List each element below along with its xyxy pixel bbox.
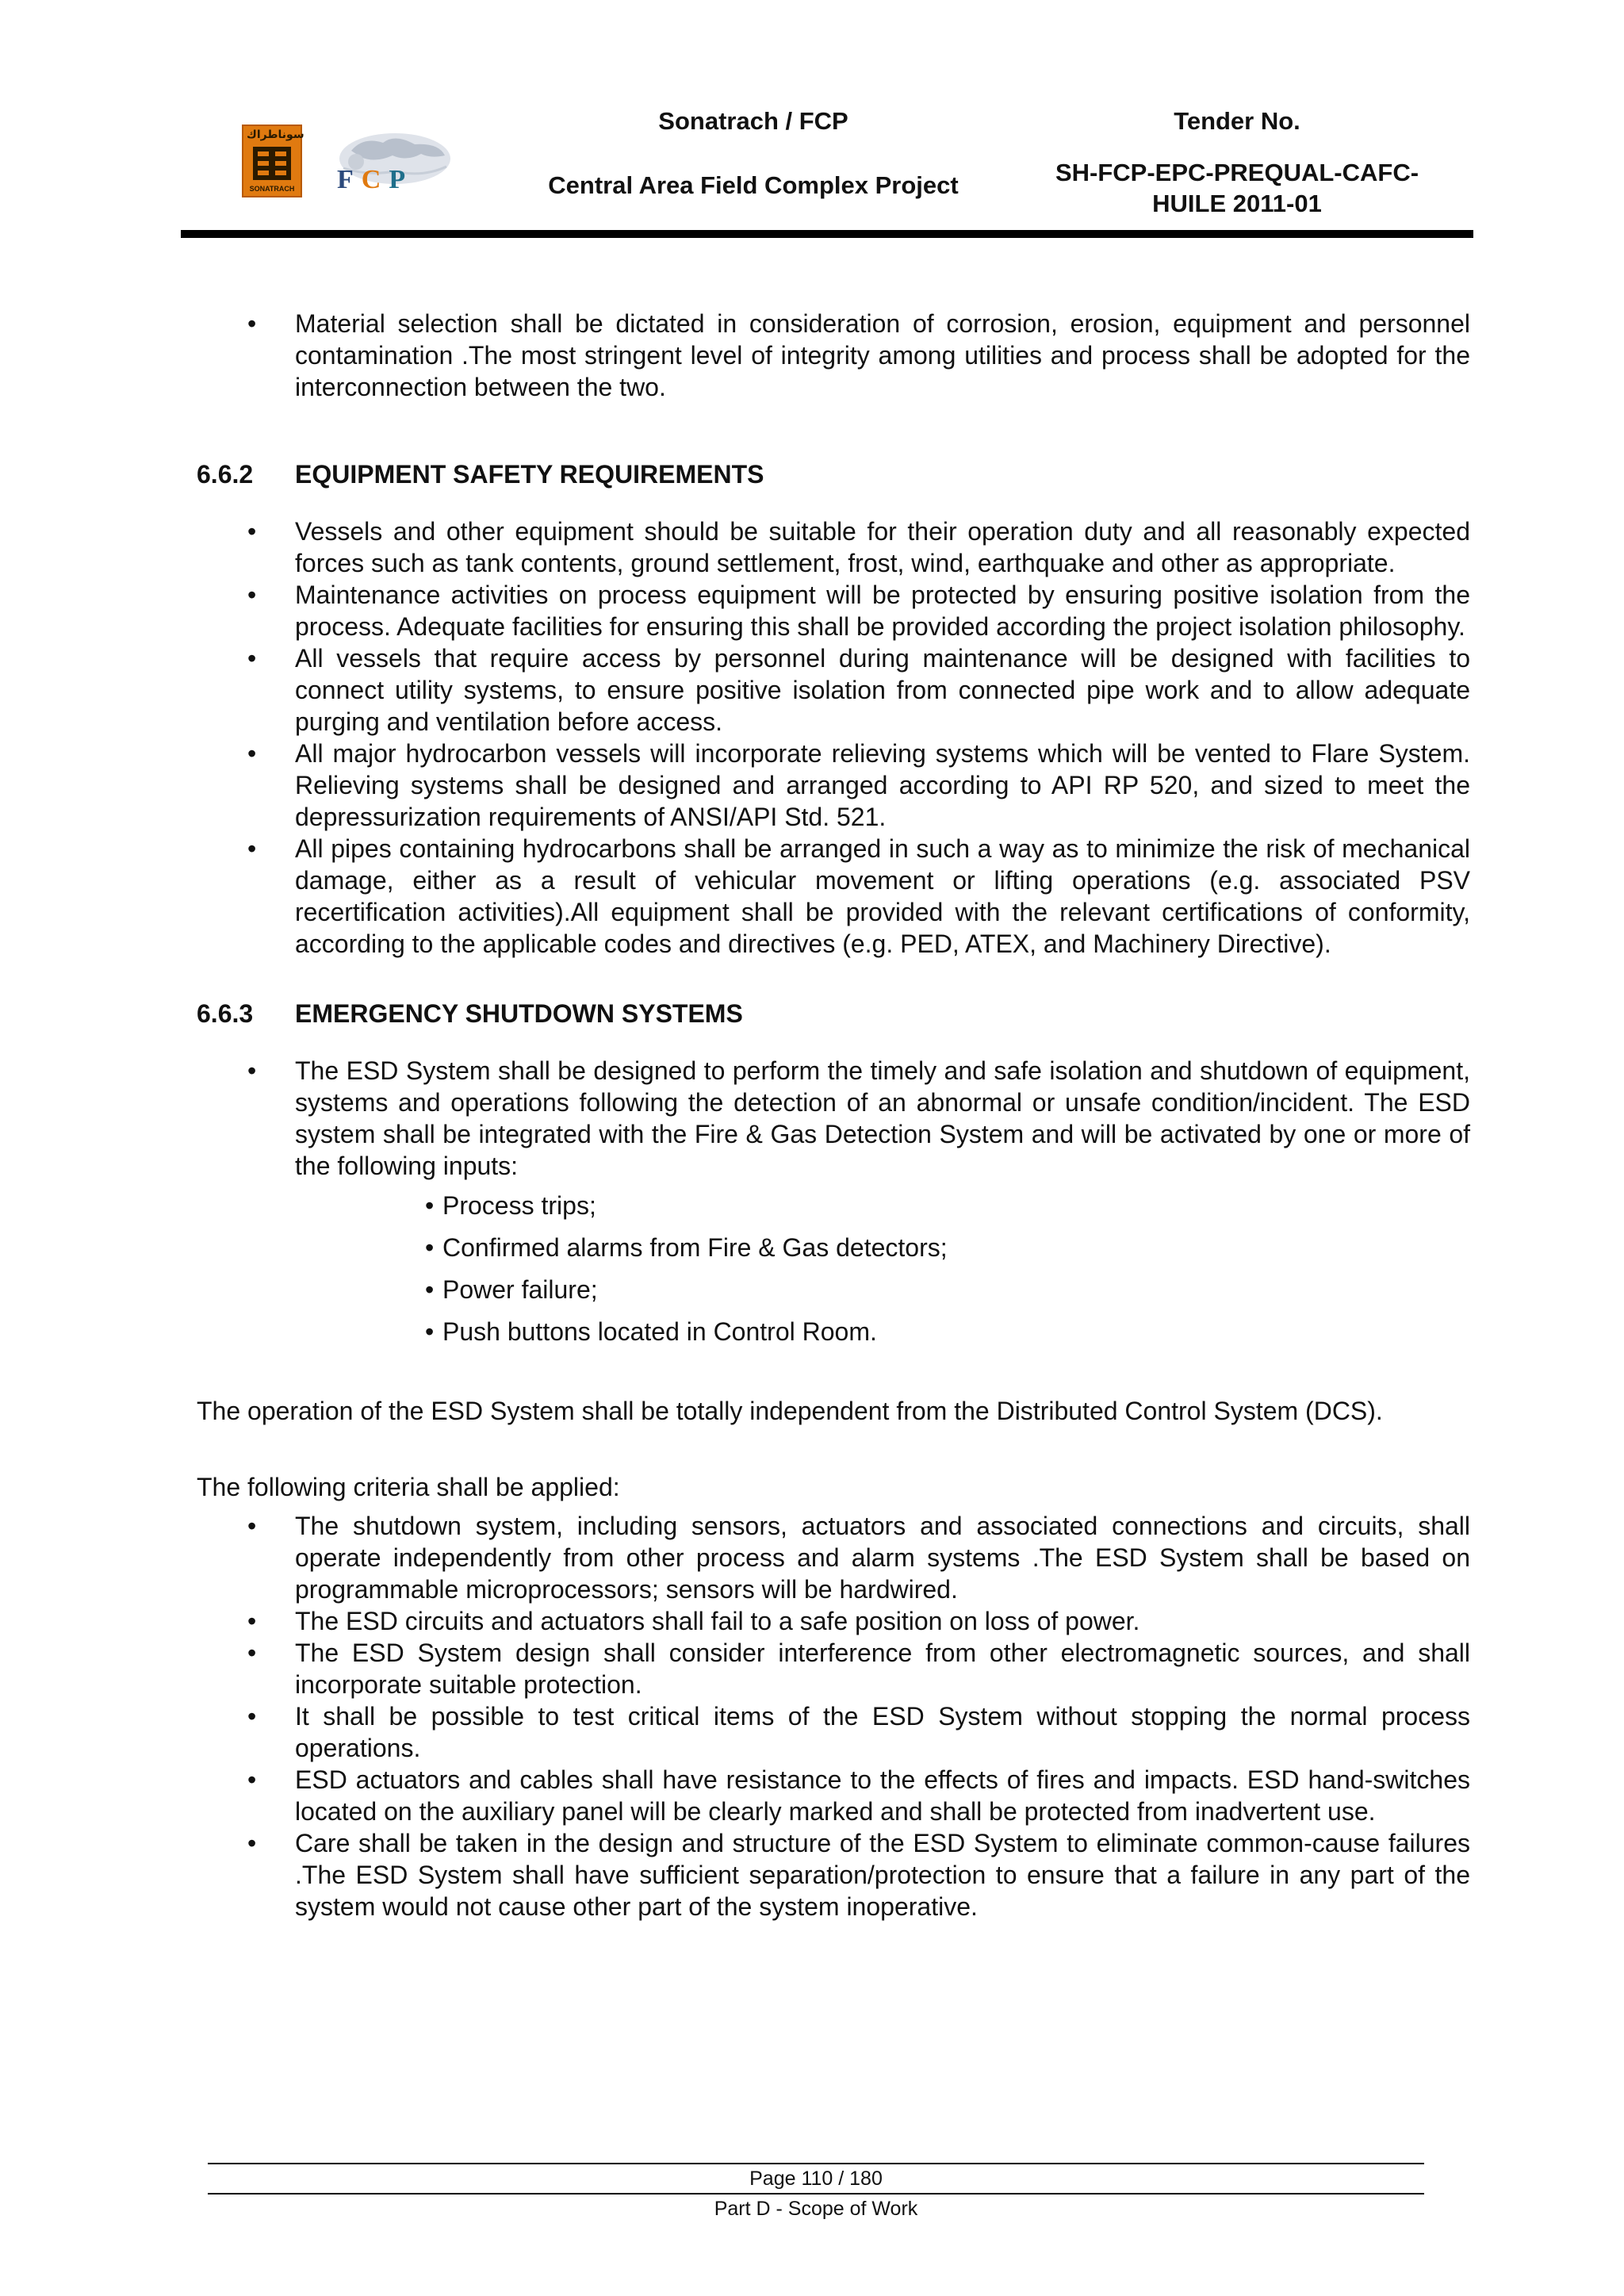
bullet-icon: • <box>247 834 257 863</box>
header-tender-number: SH-FCP-EPC-PREQUAL-CAFC-HUILE 2011-01 <box>1055 159 1419 217</box>
bullet-icon: • <box>247 1829 257 1857</box>
list-item: • All vessels that require access by personnel during maintenance will be designed with facilities to connect utility systems, to ensure positive isolation from connected pipe work and to allow adequate purging and ventilation before access. <box>247 644 1470 736</box>
bullet-icon: • <box>247 309 257 338</box>
list-item: • All major hydrocarbon vessels will incorporate relieving systems which will be vented to Flare System. Relieving systems shall be designed and arranged according to API RP 520, and sized to meet the depressurization requirements of ANSI/API Std. 521. <box>247 739 1470 831</box>
list-item: • Vessels and other equipment should be suitable for their operation duty and all reasonably expected forces such as tank contents, ground settlement, frost, wind, earthquake and other as appropriate. <box>247 517 1470 577</box>
header-company: Sonatrach / FCP <box>658 107 848 135</box>
section-heading-6-6-3: 6.6.3 EMERGENCY SHUTDOWN SYSTEMS <box>197 999 743 1028</box>
bullet-icon: • <box>247 517 257 546</box>
header-project: Central Area Field Complex Project <box>548 171 959 199</box>
sonatrach-mark-icon <box>251 145 293 182</box>
bullet-icon: • <box>425 1317 435 1346</box>
footer-part-label: Part D - Scope of Work <box>714 2198 918 2220</box>
fcp-logo-text <box>337 165 413 195</box>
list-item: • Maintenance activities on process equipment will be protected by ensuring positive isolation from the process. Adequate facilities for ensuring this shall be provided according the project isolation philosophy. <box>247 581 1470 641</box>
list-item: • Care shall be taken in the design and structure of the ESD System to eliminate common-cause failures .The ESD System shall have sufficient separation/protection to ensure that a failure in any part of the system would not cause other part of the system inoperative. <box>247 1829 1470 1921</box>
esd-bullet-list <box>197 1055 1470 1182</box>
equipment-safety-list <box>197 516 1470 960</box>
list-item: • It shall be possible to test critical items of the ESD System without stopping the normal process operations. <box>247 1702 1470 1762</box>
esd-criteria-list <box>197 1510 1470 1922</box>
fcp-letter-c: C <box>361 165 389 194</box>
fcp-logo <box>320 127 454 198</box>
header-tender-label: Tender No. <box>1174 107 1300 135</box>
list-item: • The shutdown system, including sensors, actuators and associated connections and circuits, shall operate independently from other process and alarm systems .The ESD System shall be based on programmable microprocessors; sensors will be hardwired. <box>247 1512 1470 1604</box>
list-item: • Push buttons located in Control Room. <box>197 1311 1470 1353</box>
bullet-icon: • <box>247 644 257 673</box>
list-item: • Power failure; <box>197 1269 1470 1311</box>
criteria-intro: The following criteria shall be applied: <box>197 1473 620 1501</box>
list-item: • The ESD System design shall consider interference from other electromagnetic sources, and shall incorporate suitable protection. <box>247 1639 1470 1699</box>
list-item: • All pipes containing hydrocarbons shall be arranged in such a way as to minimize the risk of mechanical damage, either as a result of vehicular movement or lifting operations (e.g. associated PSV recertification activities).All equipment shall be provided with the relevant certifications of conformity, according to the applicable codes and directives (e.g. PED, ATEX, and Machinery Directive). <box>247 834 1470 958</box>
bullet-icon: • <box>247 739 257 768</box>
esd-independence-paragraph: The operation of the ESD System shall be totally independent from the Distributed Control System (DCS). <box>197 1397 1383 1425</box>
header-logos <box>242 123 456 202</box>
list-item: • ESD actuators and cables shall have resistance to the effects of fires and impacts. ESD hand-switches located on the auxiliary panel will be clearly marked and shall be protected from inadvertent use. <box>247 1765 1470 1826</box>
bullet-icon: • <box>247 1512 257 1540</box>
sonatrach-logo <box>242 125 302 197</box>
fcp-letter-f: F <box>337 165 362 194</box>
list-item: • Material selection shall be dictated in consideration of corrosion, erosion, equipment and personnel contamination .The most stringent level of integrity among utilities and process shall be adopted for the interconnection between the two. <box>247 309 1470 401</box>
sonatrach-logo-arabic: سوناطراك <box>247 128 304 141</box>
header-divider <box>181 230 1473 238</box>
bullet-icon: • <box>247 1702 257 1731</box>
footer-divider-top <box>208 2163 1424 2164</box>
bullet-icon: • <box>425 1233 435 1262</box>
footer-divider-bottom <box>208 2193 1424 2194</box>
sonatrach-logo-caption: SONATRACH <box>249 185 295 193</box>
bullet-icon: • <box>247 1056 257 1085</box>
list-item: • The ESD System shall be designed to perform the timely and safe isolation and shutdown of equipment, systems and operations following the detection of an abnormal or unsafe condition/incident. The ESD system shall be integrated with the Fire & Gas Detection System and will be activated by one or more of the following inputs: <box>247 1056 1470 1180</box>
list-item: • Confirmed alarms from Fire & Gas detectors; <box>197 1227 1470 1269</box>
bullet-icon: • <box>247 1607 257 1635</box>
list-item: • The ESD circuits and actuators shall fail to a safe position on loss of power. <box>247 1607 1140 1635</box>
intro-bullet-list <box>197 308 1470 403</box>
bullet-icon: • <box>247 581 257 609</box>
bullet-icon: • <box>425 1191 435 1220</box>
bullet-icon: • <box>247 1639 257 1667</box>
section-heading-6-6-2: 6.6.2 EQUIPMENT SAFETY REQUIREMENTS <box>197 460 764 489</box>
document-body <box>197 308 1470 1922</box>
list-item: • Process trips; <box>197 1185 1470 1227</box>
footer-page-number: Page 110 / 180 <box>749 2168 883 2190</box>
fcp-letter-p: P <box>389 165 414 194</box>
esd-inputs-list <box>197 1185 1470 1353</box>
bullet-icon: • <box>247 1765 257 1794</box>
bullet-icon: • <box>425 1275 435 1304</box>
